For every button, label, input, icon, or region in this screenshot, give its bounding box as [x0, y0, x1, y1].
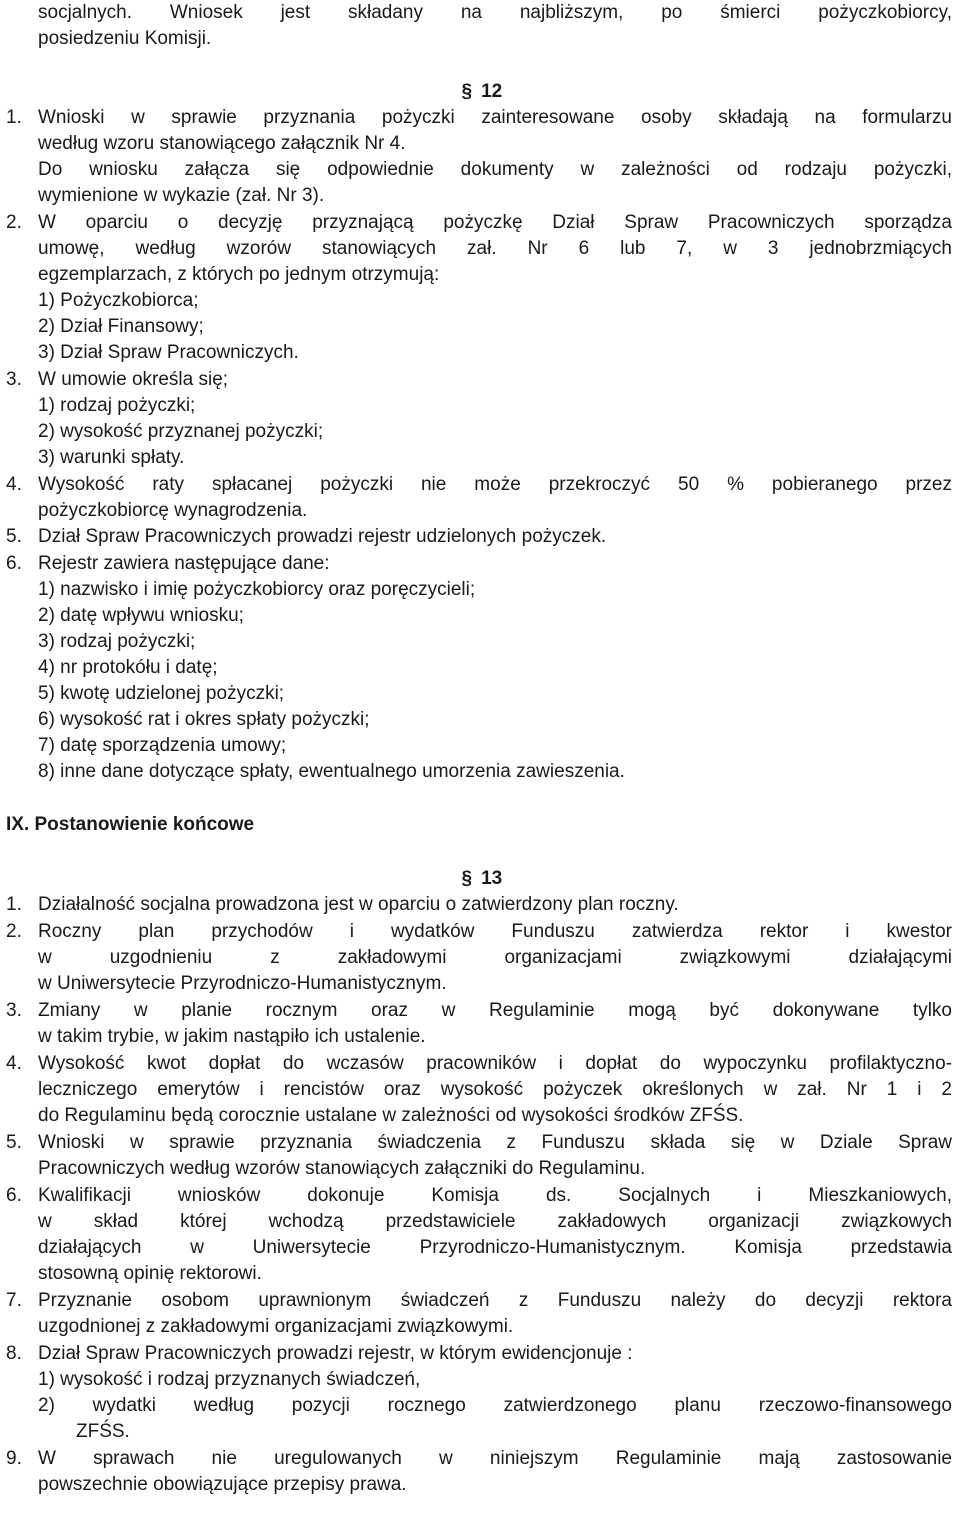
s12-p3-line-1: W umowie określa się; [38, 369, 229, 390]
section-13-number: 13 [481, 868, 503, 889]
s12-p3-item-1: 1) rodzaj pożyczki; [38, 395, 196, 416]
s12-p1-line-4: wymienione w wykazie (zał. Nr 3). [38, 185, 325, 206]
s13-p9-line-1: W sprawach nie uregulowanych w niniejszym Regulaminie mają zastosowanie [38, 1448, 952, 1469]
intro-line-1: socjalnych. Wniosek jest składany na najbliższym, po śmierci pożyczkobiorcy, [38, 2, 952, 23]
s12-p6-line-1: Rejestr zawiera następujące dane: [38, 553, 330, 574]
s12-p6-item-7: 7) datę sporządzenia umowy; [38, 735, 287, 756]
s12-p2-number: 2. [6, 212, 22, 233]
s13-p2-number: 2. [6, 921, 22, 942]
s13-p8-item-2-cont: ZFŚS. [76, 1421, 130, 1442]
s13-p6-line-4: stosowną opinię rektorowi. [38, 1263, 262, 1284]
s13-p1-number: 1. [6, 894, 22, 915]
s13-p9-number: 9. [6, 1448, 22, 1469]
s13-p7-number: 7. [6, 1290, 22, 1311]
section-12-title: § 12 [461, 81, 503, 102]
s13-p5-number: 5. [6, 1132, 22, 1153]
s12-p1-line-2: według wzoru stanowiącego załącznik Nr 4. [38, 133, 406, 154]
s13-p3-line-2: w takim trybie, w jakim nastąpiło ich ustalenie. [38, 1026, 426, 1047]
s12-p6-item-2: 2) datę wpływu wniosku; [38, 605, 244, 626]
s12-p2-line-3: egzemplarzach, z których po jednym otrzymują: [38, 264, 440, 285]
s13-p8-item-2: 2) wydatki według pozycji rocznego zatwierdzonego planu rzeczowo-finansowego [38, 1395, 952, 1416]
s12-p4-number: 4. [6, 474, 22, 495]
s13-p6-line-1: Kwalifikacji wniosków dokonuje Komisja ds. Socjalnych i Mieszkaniowych, [38, 1185, 952, 1206]
s13-p3-number: 3. [6, 1000, 22, 1021]
s12-p3-item-3: 3) warunki spłaty. [38, 447, 185, 468]
s12-p6-item-3: 3) rodzaj pożyczki; [38, 631, 196, 652]
s13-p3-line-1: Zmiany w planie rocznym oraz w Regulaminie mogą być dokonywane tylko [38, 1000, 952, 1021]
s13-p8-line-1: Dział Spraw Pracowniczych prowadzi rejestr, w którym ewidencjonuje : [38, 1343, 633, 1364]
s12-p2-item-3: 3) Dział Spraw Pracowniczych. [38, 342, 299, 363]
s12-p3-number: 3. [6, 369, 22, 390]
section-13-title: § 13 [461, 868, 503, 889]
s12-p4-line-2: pożyczkobiorcę wynagrodzenia. [38, 500, 308, 521]
s13-p2-line-1: Roczny plan przychodów i wydatków Funduszu zatwierdza rektor i kwestor [38, 921, 952, 942]
s12-p2-item-2: 2) Dział Finansowy; [38, 316, 204, 337]
intro-line-2: posiedzeniu Komisji. [38, 28, 212, 49]
s13-p2-line-3: w Uniwersytecie Przyrodniczo-Humanistycznym. [38, 973, 447, 994]
s13-p6-number: 6. [6, 1185, 22, 1206]
s13-p4-line-2: leczniczego emerytów i rencistów oraz wysokość pożyczek określonych w zał. Nr 1 i 2 [38, 1079, 952, 1100]
s12-p1-line-1: Wnioski w sprawie przyznania pożyczki zainteresowane osoby składają na formularzu [38, 107, 952, 128]
s12-p2-line-2: umowę, według wzorów stanowiących zał. Nr 6 lub 7, w 3 jednobrzmiących [38, 238, 952, 259]
s13-p8-number: 8. [6, 1343, 22, 1364]
s13-p4-line-1: Wysokość kwot dopłat do wczasów pracowników i dopłat do wypoczynku profilaktyczno- [38, 1053, 952, 1074]
s13-p5-line-1: Wnioski w sprawie przyznania świadczenia z Funduszu składa się w Dziale Spraw [38, 1132, 952, 1153]
s12-p1-number: 1. [6, 107, 22, 128]
section-ix-heading: IX. Postanowienie końcowe [6, 814, 255, 835]
s12-p4-line-1: Wysokość raty spłacanej pożyczki nie może przekroczyć 50 % pobieranego przez [38, 474, 952, 495]
s13-p8-item-1: 1) wysokość i rodzaj przyznanych świadczeń, [38, 1369, 421, 1390]
s13-p7-line-2: uzgodnionej z zakładowymi organizacjami związkowymi. [38, 1316, 514, 1337]
section-12-number: 12 [481, 81, 503, 102]
s13-p9-line-2: powszechnie obowiązujące przepisy prawa. [38, 1474, 407, 1495]
s13-p4-number: 4. [6, 1053, 22, 1074]
s12-p6-item-6: 6) wysokość rat i okres spłaty pożyczki; [38, 709, 370, 730]
s12-p2-item-1: 1) Pożyczkobiorca; [38, 290, 199, 311]
s12-p6-item-5: 5) kwotę udzielonej pożyczki; [38, 683, 285, 704]
s12-p6-item-8: 8) inne dane dotyczące spłaty, ewentualnego umorzenia zawieszenia. [38, 761, 625, 782]
s12-p6-number: 6. [6, 553, 22, 574]
s12-p5-number: 5. [6, 526, 22, 547]
s13-p5-line-2: Pracowniczych według wzorów stanowiących załączniki do Regulaminu. [38, 1158, 646, 1179]
s13-p4-line-3: do Regulaminu będą corocznie ustalane w zależności od wysokości środków ZFŚS. [38, 1105, 744, 1126]
s12-p1-line-3: Do wniosku załącza się odpowiednie dokumenty w zależności od rodzaju pożyczki, [38, 159, 952, 180]
s13-p6-line-2: w skład której wchodzą przedstawiciele zakładowych organizacji związkowych [38, 1211, 952, 1232]
s12-p6-item-1: 1) nazwisko i imię pożyczkobiorcy oraz poręczycieli; [38, 579, 476, 600]
s12-p6-item-4: 4) nr protokółu i datę; [38, 657, 218, 678]
s13-p2-line-2: w uzgodnieniu z zakładowymi organizacjami związkowymi działającymi [38, 947, 952, 968]
s12-p5-line-1: Dział Spraw Pracowniczych prowadzi rejestr udzielonych pożyczek. [38, 526, 607, 547]
s12-p2-line-1: W oparciu o decyzję przyznającą pożyczkę Dział Spraw Pracowniczych sporządza [38, 212, 952, 233]
s13-p7-line-1: Przyznanie osobom uprawnionym świadczeń z Funduszu należy do decyzji rektora [38, 1290, 952, 1311]
s12-p3-item-2: 2) wysokość przyznanej pożyczki; [38, 421, 324, 442]
s13-p1-line-1: Działalność socjalna prowadzona jest w oparciu o zatwierdzony plan roczny. [38, 894, 679, 915]
s13-p6-line-3: działających w Uniwersytecie Przyrodniczo-Humanistycznym. Komisja przedstawia [38, 1237, 952, 1258]
